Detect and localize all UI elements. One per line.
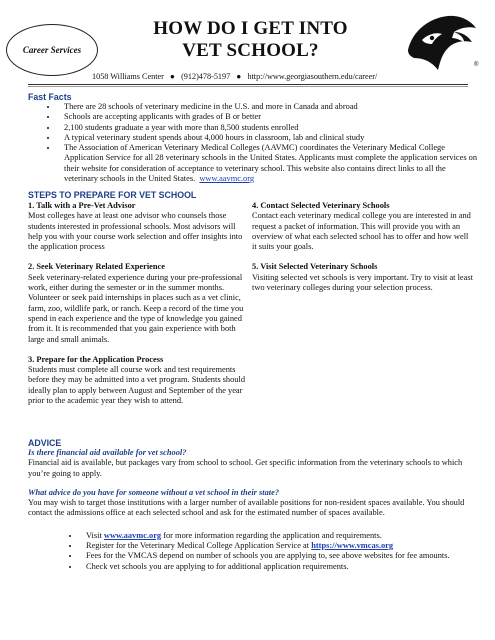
bullet-text: Register for the Veterinary Medical College Application Service at: [86, 541, 312, 551]
steps-left-column: [28, 201, 246, 406]
phone: (912)478-5197: [181, 72, 231, 81]
step-text: Contact each veterinary medical college you are interested in and request a packet of information. This will provide you with an overview of what each selected school has to offer and how well it suits your goals.: [252, 211, 471, 252]
steps-right-column: [252, 201, 474, 293]
step-1: [28, 201, 246, 252]
steps-heading: STEPS TO PREPARE FOR VET SCHOOL: [28, 190, 197, 200]
website-link[interactable]: http://www.georgiasouthern.edu/career/: [247, 72, 378, 81]
step-text: Seek veterinary-related experience during your pre-professional work, either during the semester or in the summer months. Volunteer or seek paid internships in places such as a vet clinic, farm, zoo, wildlife park, or ranch. Keep a record of the time you spend in each experience and the type of knowledge you gained from it. It is recommended that you gain experience with both large and small animals.: [28, 272, 244, 344]
logo-text: Career Services: [22, 45, 82, 55]
bullet-text: Visit: [86, 530, 104, 540]
step-text: Visiting selected vet schools is very important. Try to visit at least two veterinary colleges during your selection process.: [252, 272, 473, 293]
answer-financial-aid: Financial aid is available, but packages vary from school to school. Get specific information from the veterinary schools to which you’re going to apply.: [28, 458, 463, 478]
step-title: 5. Visit Selected Veterinary Schools: [252, 262, 378, 272]
separator-dot: ●: [169, 72, 175, 81]
advice-list: [28, 531, 478, 572]
step-2: [28, 262, 246, 344]
fast-facts-section: [28, 92, 478, 184]
eagle-head-logo-icon: [402, 10, 478, 72]
list-item: • Check vet schools you are applying to for additional application requirements.: [80, 562, 478, 572]
advice-heading: ADVICE: [28, 438, 62, 448]
vmcas-link[interactable]: https://www.vmcas.org: [311, 541, 394, 551]
fact-text: The Association of American Veterinary Medical Colleges (AAVMC) coordinates the Veterinary Medical College Application Service for all 28 veterinary schools in the United States. Applicants must complete the application services on their website for consideration of acceptance to veterinary school. This website also contains direct links to all the veterinary schools in the United States.: [64, 143, 478, 184]
step-title: 3. Prepare for the Application Process: [28, 354, 164, 364]
header-divider-thin: [28, 86, 468, 87]
aavmc-link[interactable]: www.aavmc.org: [199, 174, 255, 184]
step-4: [252, 201, 474, 252]
question-financial-aid: Is there financial aid available for vet school?: [28, 448, 187, 457]
list-item: [80, 541, 478, 551]
answer-no-vet-school: You may wish to target those institutions with a larger number of available positions for non-resident spaces available. You should contact the admissions office at each selected school and ask for the estimated number of spaces available.: [28, 498, 465, 518]
fast-facts-list: [28, 102, 478, 184]
step-text: Students must complete all course work and test requirements before they may be admitted into a vet program. Students should ideally plan to apply between August and September of the year prior to the academic year they wish to attend.: [28, 365, 246, 406]
question-no-vet-school: What advice do you have for someone without a vet school in their state?: [28, 487, 280, 497]
header-divider: [28, 84, 468, 85]
page-title: [118, 18, 383, 62]
step-5: [252, 262, 474, 293]
contact-line: [92, 72, 452, 81]
step-title: 1. Talk with a Pre-Vet Advisor: [28, 201, 136, 210]
title-line-2: VET SCHOOL?: [182, 40, 319, 61]
aavmc-link[interactable]: www.aavmc.org: [103, 530, 162, 540]
step-3: [28, 355, 246, 406]
bullet-text: for more information regarding the application and requirements.: [161, 530, 382, 540]
list-item: [58, 143, 478, 184]
title-line-1: HOW DO I GET INTO: [153, 18, 348, 39]
list-item: • There are 28 schools of veterinary medicine in the U.S. and more in Canada and abroad: [58, 102, 478, 112]
step-title: 2. Seek Veterinary Related Experience: [28, 262, 165, 272]
list-item: [80, 531, 478, 541]
list-item: • 2,100 students graduate a year with more than 8,500 students enrolled: [58, 123, 478, 133]
list-item: • A typical veterinary student spends about 4,000 hours in classroom, lab and clinical study: [58, 133, 478, 143]
step-title: 4. Contact Selected Veterinary Schools: [252, 201, 390, 210]
list-item: • Fees for the VMCAS depend on number of schools you are applying to, see above websites for fee amounts.: [80, 551, 478, 561]
separator-dot: ●: [236, 72, 242, 81]
fast-facts-heading: Fast Facts: [28, 92, 72, 102]
address: 1058 Williams Center: [92, 72, 164, 81]
advice-section: [28, 438, 478, 572]
registered-mark: ®: [474, 62, 479, 68]
list-item: • Schools are accepting applicants with grades of B or better: [58, 112, 478, 122]
step-text: Most colleges have at least one advisor who counsels those students interested in professional schools. Most advisors will help you with your course work selection and offer insights into the application process: [28, 211, 243, 252]
career-services-logo: [6, 24, 98, 76]
